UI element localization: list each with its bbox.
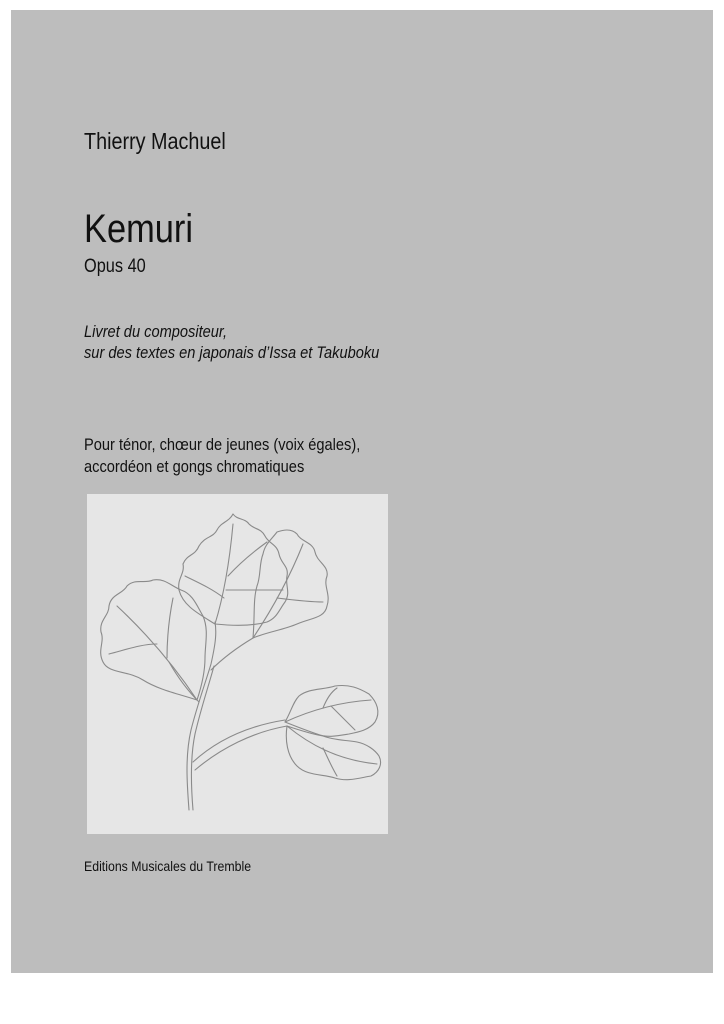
leaf-vein [285, 700, 371, 722]
leaf-illustration [87, 494, 388, 834]
instrumentation-line: accordéon et gongs chromatiques [84, 457, 305, 476]
stem [211, 638, 253, 670]
score-cover [11, 10, 713, 973]
instrumentation-line: Pour ténor, chœur de jeunes (voix égales), [84, 435, 361, 454]
libretto-line: Livret du compositeur, [84, 322, 228, 341]
leaf [286, 726, 380, 780]
work-title: Kemuri [84, 207, 193, 251]
leaf-vein [185, 576, 224, 598]
leaf [101, 580, 207, 700]
libretto-credit [84, 321, 379, 363]
opus-number: Opus 40 [84, 256, 146, 277]
instrumentation [84, 434, 360, 478]
stem [195, 726, 287, 770]
leaf-vein [109, 644, 157, 654]
composer-name: Thierry Machuel [84, 128, 226, 154]
leaf [253, 530, 328, 638]
leaf-vein [331, 706, 355, 730]
libretto-line: sur des textes en japonais d’Issa et Takuboku [84, 343, 380, 362]
stem [191, 666, 214, 810]
leaf-vein [167, 598, 173, 658]
leaf-sketch-icon [87, 494, 388, 834]
publisher-name: Editions Musicales du Tremble [84, 858, 252, 874]
leaf-vein [277, 598, 323, 602]
leaf-vein [287, 726, 377, 764]
